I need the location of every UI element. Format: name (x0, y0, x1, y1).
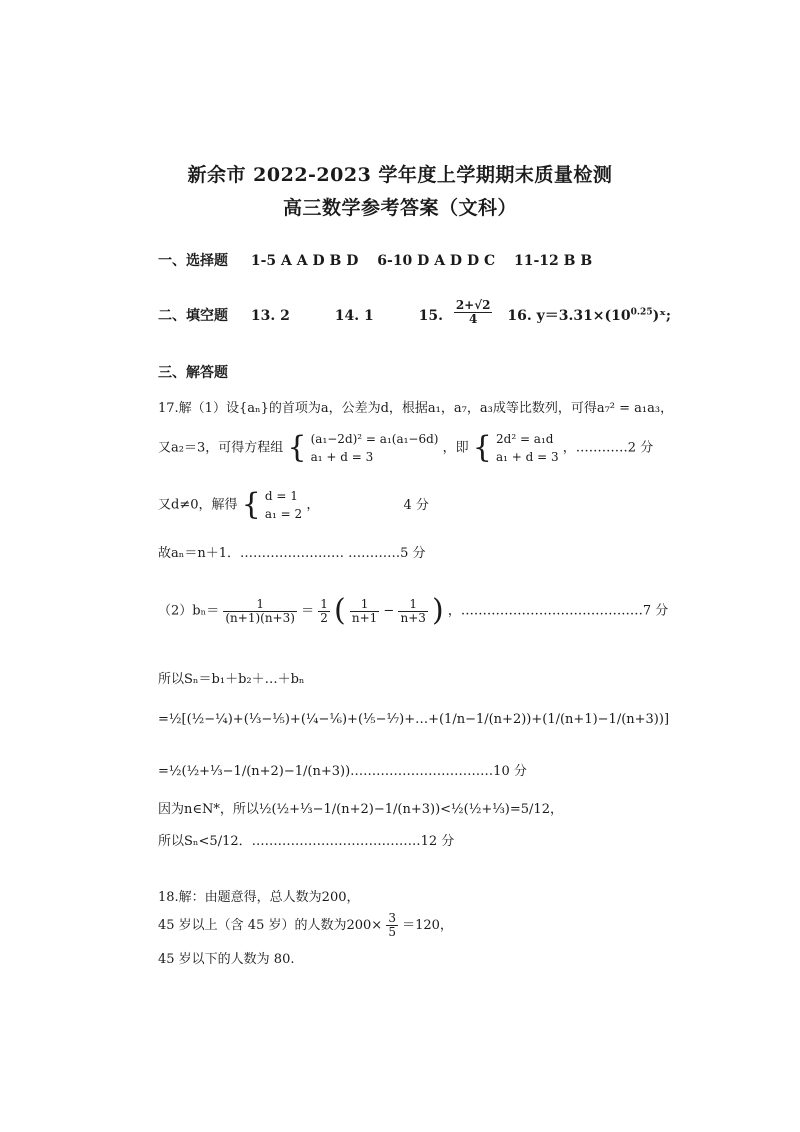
p17-conclusion: 所以Sₙ<5/12．…………………………………12 分 (158, 834, 455, 849)
section-choice-label: 一、选择题 (158, 253, 228, 269)
left-brace-icon: { (241, 487, 261, 522)
section-choice (158, 250, 592, 270)
answer-16-base: 16. y＝3.31×(10 (507, 308, 631, 324)
p17-system-3-row1: d = 1 (264, 489, 298, 503)
p17-line2-b: ，即 (442, 440, 469, 456)
p17-line3-c: 4 分 (403, 497, 429, 513)
p17-system-1-row1: (a₁−2d)² = a₁(a₁−6d) (310, 432, 439, 446)
p18-line1: 18.解：由题意得，总人数为200， (158, 890, 360, 905)
left-brace-icon: { (287, 430, 307, 465)
p17-system-1-row2: a₁ + d = 3 (310, 450, 374, 464)
p17-system-3-row2: a₁ = 2 (264, 507, 303, 521)
answer-15-fraction (454, 299, 493, 326)
answer-14: 14. 1 (334, 308, 374, 324)
p17-line2-c: ，…………2 分 (562, 440, 654, 456)
p17-system-1 (311, 430, 439, 466)
p17-system-2-row1: 2d² = a₁d (496, 432, 554, 446)
p17-part2-half-den: 2 (320, 610, 328, 625)
p17-part2-a: （2）bₙ＝ (158, 603, 220, 619)
page-title: 新余市 2022-2023 学年度上学期期末质量检测 (187, 164, 613, 186)
right-paren-icon: ) (432, 593, 444, 628)
p17-system-2 (496, 430, 559, 466)
p18-line2-a: 45 岁以上（含 45 岁）的人数为200× (158, 918, 383, 933)
p17-part2-fraction-3 (398, 598, 427, 625)
p17-simplified: =½(½+⅓−1/(n+2)−1/(n+3))……………………………10 分 (158, 764, 527, 779)
answer-15-label: 15. (418, 308, 443, 324)
p17-line3-a: 又d≠0，解得 (158, 497, 238, 513)
section-fill-label: 二、填空题 (158, 308, 228, 324)
p17-part2-eq: ＝ (301, 603, 315, 619)
p17-line2 (158, 430, 653, 466)
answer-16-exponent: 0.25 (630, 307, 653, 318)
choice-group-1: 1-5 A A D B D (250, 253, 359, 269)
p18-line3: 45 岁以下的人数为 80. (158, 952, 295, 967)
p18-line2 (158, 912, 453, 939)
answer-16-tail: )ˣ; (652, 308, 672, 324)
p17-system-2-row2: a₁ + d = 3 (496, 450, 559, 464)
p17-part2 (158, 593, 669, 628)
p17-part2-half-num: 1 (320, 596, 328, 611)
left-brace-icon: { (472, 430, 492, 465)
p17-part2-fraction-1 (223, 598, 297, 625)
page-subtitle: 高三数学参考答案（文科） (282, 197, 517, 219)
answer-15-numerator: 2+√2 (455, 297, 491, 312)
p17-because: 因为n∈N*，所以½(½+⅓−1/(n+2)−1/(n+3))<½(½+⅓)=5/12， (158, 802, 563, 817)
p17-part2-f3-num: 1 (398, 598, 427, 612)
p17-line2-a: 又a₂＝3，可得方程组 (158, 440, 284, 456)
p17-line1: 17.解（1）设{aₙ}的首项为a，公差为d，根据a₁，a₇，a₃成等比数列，可得a₇² = a₁a₃， (158, 401, 674, 416)
p17-expansion: =½[(½−¼)+(⅓−⅕)+(¼−⅙)+(⅕−⅐)+…+(1/n−1/(n+2))+(1/(n+1)−1/(n+3))] (158, 712, 670, 727)
p17-part2-f3-den: n+3 (400, 610, 426, 625)
p17-part2-half (318, 598, 330, 625)
p18-line2-b: ＝120， (402, 918, 453, 933)
left-paren-icon: ( (334, 593, 346, 628)
p17-line4: 故aₙ＝n＋1．…………………… …………5 分 (158, 546, 426, 561)
p17-part2-tail: ，……………………………………7 分 (447, 603, 669, 619)
p17-part2-f1-num: 1 (223, 598, 297, 612)
p18-fraction-num: 3 (388, 911, 396, 925)
p18-fraction-den: 5 (388, 925, 396, 939)
p17-part2-f2-num: 1 (350, 598, 379, 612)
p17-part2-minus: − (383, 603, 395, 619)
choice-group-2: 6-10 D A D D C (377, 253, 496, 269)
p17-line3-b: ， (306, 497, 320, 513)
section-fill (158, 297, 672, 326)
p17-sum-line: 所以Sₙ＝b₁＋b₂＋…＋bₙ (158, 672, 305, 687)
choice-group-3: 11-12 B B (513, 253, 593, 269)
p17-part2-f2-den: n+1 (351, 610, 378, 625)
p18-fraction (386, 912, 398, 939)
answer-16 (507, 308, 671, 324)
answer-13: 13. 2 (250, 308, 290, 324)
section-solution-label: 三、解答题 (158, 365, 228, 381)
p17-system-3 (265, 487, 302, 523)
p17-part2-fraction-2 (350, 598, 379, 625)
p17-part2-f1-den: (n+1)(n+3) (225, 610, 295, 625)
answer-15-denominator: 4 (468, 311, 478, 326)
p17-line3 (158, 487, 429, 523)
